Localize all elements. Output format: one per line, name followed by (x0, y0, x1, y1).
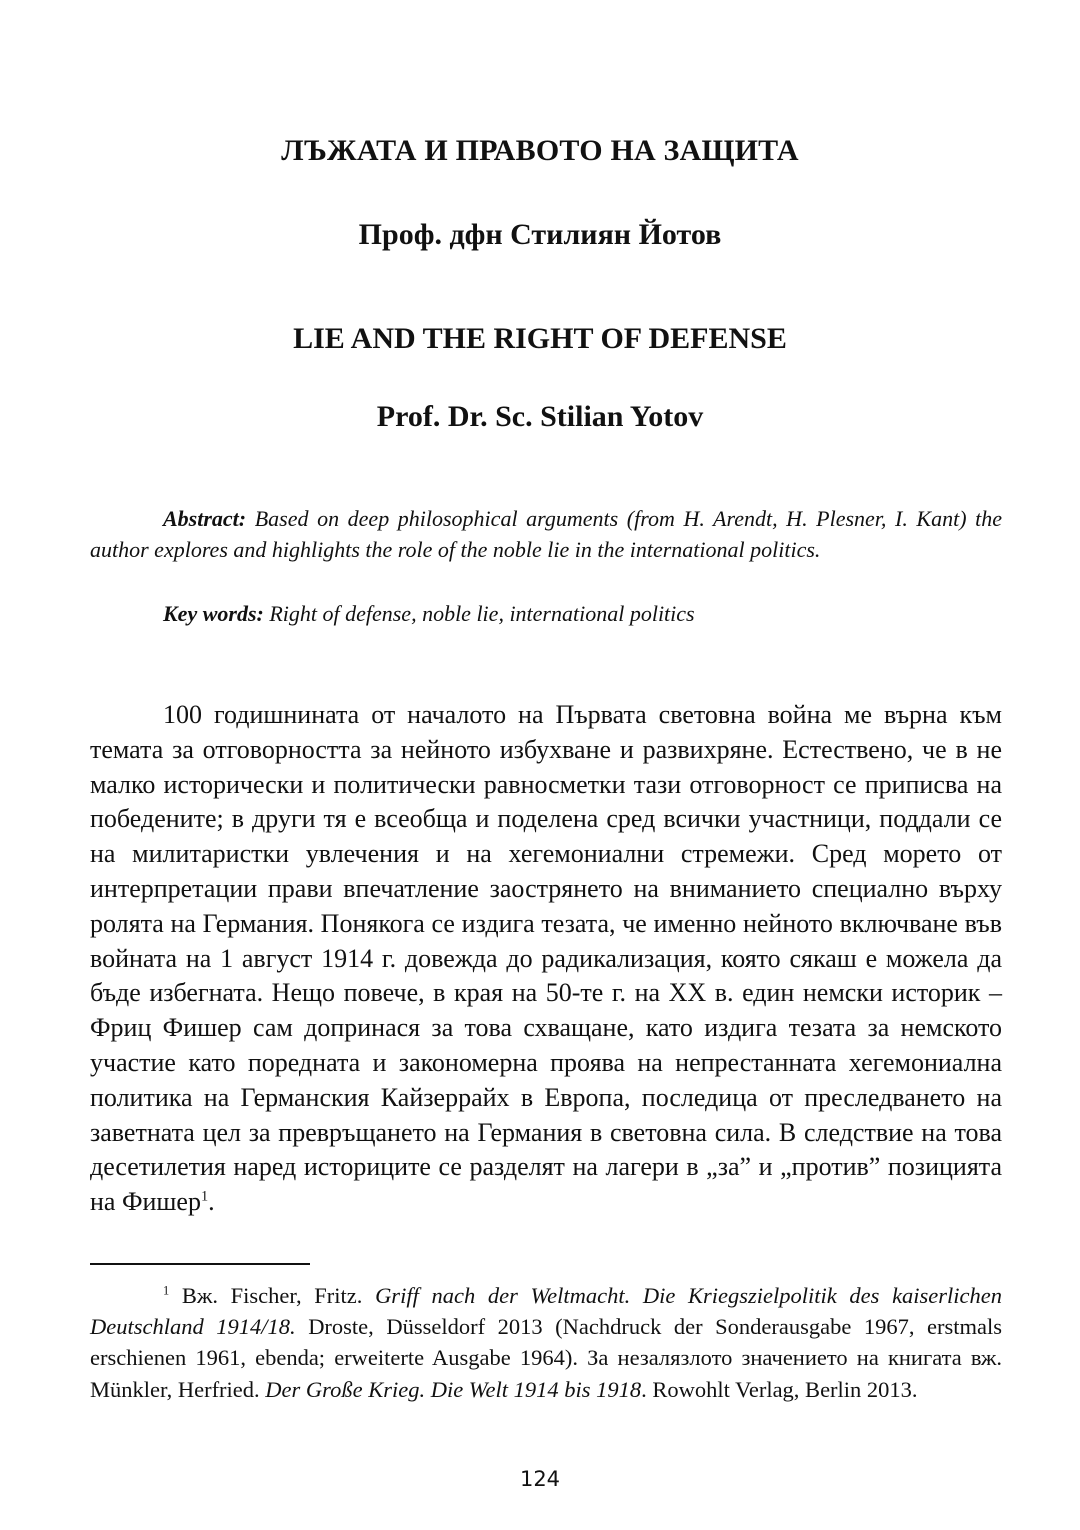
author-english: Prof. Dr. Sc. Stilian Yotov (376, 400, 704, 433)
keywords-text: Right of defense, noble lie, international politics (269, 601, 695, 626)
author-bulgarian: Проф. дфн Стилиян Йотов (358, 218, 722, 251)
footnote-mark: 1 (163, 1283, 170, 1298)
paper-title-bulgarian: ЛЪЖАТА И ПРАВОТО НА ЗАЩИТА (281, 134, 799, 167)
abstract-text: Based on deep philosophical arguments (from H. Arendt, H. Plesner, I. Kant) the author explores and highlights the role of the noble lie in the international politics. (90, 506, 1003, 562)
page-number: 124 (519, 1467, 561, 1491)
abstract-label: Abstract: (163, 506, 247, 531)
keywords (90, 598, 1002, 629)
paper-title-english: LIE AND THE RIGHT OF DEFENSE (293, 322, 787, 355)
body-paragraph-text: 100 годишнината от началото на Първата световна война ме върна към темата за отговорността за нейното избухване и развихряне. Естествено, че в не малко исторически и политически равносметки тази отговорност се приписва на победените; в други тя е всеобща и поделена сред всички участници, поддали се на милитаристки увлечения и на хегемониални стремежи. Сред морето от интерпретации прави впечатление заострянето на вниманието специално върху ролята на Германия. Понякога се издига тезата, че именно нейното включване във войната на 1 август 1914 г. довежда до радикализация, която сякаш е можела да бъде избегната. Нещо повече, в края на 50-те г. на XX в. един немски историк – Фриц Фишер сам допринася за това схващане, като издига тезата за немското участие като поредната и закономерна проява на непрестанната хегемониална политика на Германския Кайзеррайх в Европа, последица от преследването на заветната цел за превръщането на Германия в световна сила. В следствие на това десетилетия наред историците се разделят на лагери в „за” и „против” позицията на Фишер (90, 700, 1002, 1217)
footnote (90, 1280, 1002, 1405)
keywords-label: Key words: (163, 601, 264, 626)
footnote-text-3: . Rowohlt Verlag, Berlin 2013. (641, 1376, 918, 1402)
footnote-text-1: Вж. Fischer, Fritz. (181, 1283, 363, 1308)
body-paragraph: 100 годишнината от началото на Първата световна война ме върна към темата за отговорността за нейното избухване и развихряне. Естествено, че в не малко исторически и политически равносметки тази отговорност се приписва на победените; в други тя е всеобща и поделена сред всички участници, поддали се на милитаристки увлечения и на хегемониални стремежи. Сред морето от интерпретации прави впечатление заострянето на вниманието специално върху ролята на Германия. Понякога се издига тезата, че именно нейното включване във войната на 1 август 1914 г. довежда до радикализация, която сякаш е можела да бъде избегната. Нещо повече, в края на 50-те г. на XX в. един немски историк – Фриц Фишер сам допринася за това схващане, като издига тезата за немското участие като поредната и закономерна проява на непрестанната хегемониална политика на Германския Кайзеррайх в Европа, последица от преследването на заветната цел за превръщането на Германия в световна сила. В следствие на това десетилетия наред историците се разделят на лагери в „за” и „против” позицията на Фишер$^1$. (90, 700, 1002, 1217)
footnote-reference[interactable]: 1 (200, 1188, 209, 1205)
footnote-book-title-2: Der Große Krieg. Die Welt 1914 bis 1918 (265, 1376, 642, 1402)
abstract (90, 503, 1002, 565)
footnote-divider (90, 1263, 310, 1265)
footnote-text-2: Droste, Düsseldorf 2013 (Nachdruck der Sonderausgabe 1967, erstmals erschienen 1961, ebenda; erweiterte Ausgabe 1964). За незалязлото значението на книгата вж. Münkler, Herfried. (90, 1314, 1003, 1402)
footnote-book-title-1: Griff nach der Weltmacht. Die Kriegszielpolitik des kaiserlichen Deutschland 1914/18. (90, 1283, 1003, 1340)
